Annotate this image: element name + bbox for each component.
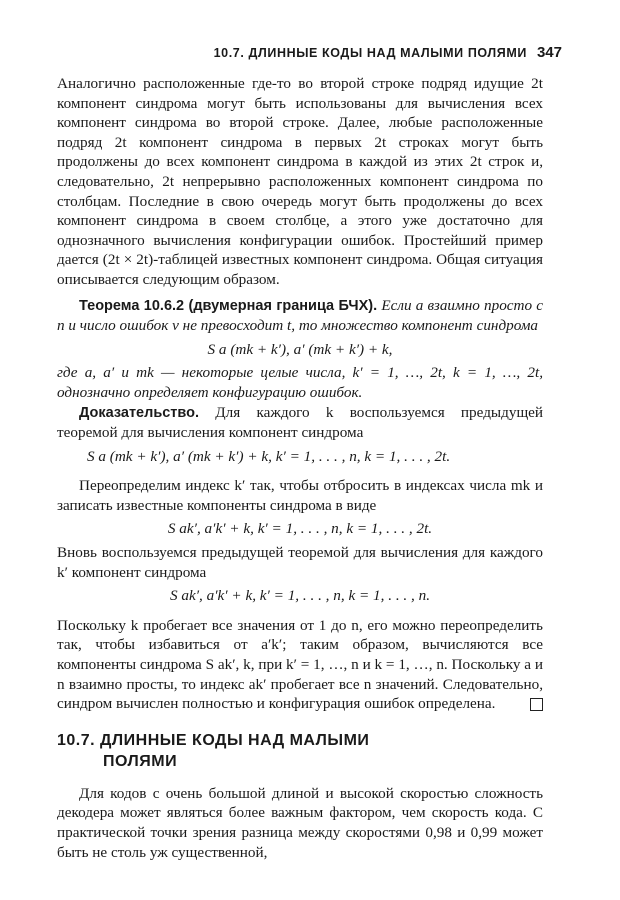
paragraph-intro: Аналогично расположенные где-то во второй строке подряд идущие 2t компонент синдрома могут быть использованы для вычисления всех компонент синдрома во второй строке. Далее, любые расположенные подряд 2t компонент синдрома в первых 2t строках могут быть продолжены до всех компонент синдрома в каждой из этих 2t строк и, следовательно, 2t непрерывно расположенных компонент синдрома по столбцам. Последние в свою очередь могут быть продолжены до всех компонент синдрома в своем столбце, а этого уже достаточно для однозначного вычисления конфигурации ошибок. Простейший пример дается (2t × 2t)-таблицей известных компонент синдрома. Общая ситуация описывается следующим образом. bbox=[57, 75, 543, 288]
section-title-line2: ПОЛЯМИ bbox=[103, 752, 178, 770]
paragraph-redefine: Переопределим индекс k′ так, чтобы отбросить в индексах числа mk и записать известные компоненты синдрома в виде bbox=[57, 477, 543, 514]
header-title: 10.7. ДЛИННЫЕ КОДЫ НАД МАЛЫМИ ПОЛЯМИ bbox=[213, 46, 527, 60]
section-title-line1: 10.7. ДЛИННЫЕ КОДЫ НАД МАЛЫМИ bbox=[57, 731, 370, 749]
theorem-statement: Если a взаимно просто с n и число ошибок ν не превосходит t, то множество компонент синдрома bbox=[57, 296, 544, 335]
running-header bbox=[0, 44, 562, 61]
conclusion-text: Поскольку k пробегает все значения от 1 до n, его можно переопределить так, чтобы избавиться от a′k′; таким образом, вычисляются все компоненты синдрома S ak′, k, при k′ = 1, …, n и k = 1, …, n. Поскольку a и n взаимно просты, то индекс ak′ пробегает все n значений. Следовательно, синдром вычислен полностью и конфигурация ошибок определена. bbox=[57, 616, 543, 713]
formula-4: S ak′, a′k′ + k, k′ = 1, . . . , n, k = 1, . . . , n. bbox=[170, 587, 430, 605]
proof-text: Для каждого k воспользуемся предыдущей теоремой для вычисления компонент синдрома bbox=[57, 403, 544, 442]
section-heading bbox=[57, 730, 543, 772]
qed-square-icon bbox=[530, 698, 543, 711]
paragraph-conclusion bbox=[57, 616, 543, 714]
formula-2: S a (mk + k′), a′ (mk + k′) + k, k′ = 1, . . . , n, k = 1, . . . , 2t. bbox=[87, 447, 451, 465]
paragraph-section-start: Для кодов с очень большой длиной и высокой скоростью сложность декодера может являться более важным фактором, чем скорость кода. С практической точки зрения разница между скоростями 0,98 и 0,99 может быть не столь уж существенной, bbox=[57, 784, 543, 861]
theorem bbox=[57, 296, 543, 336]
formula-1: S a (mk + k′), a′ (mk + k′) + k, bbox=[207, 340, 393, 358]
proof-heading: Доказательство. bbox=[79, 404, 200, 421]
theorem-statement-cont: где a, a′ и mk — некоторые целые числа, k′ = 1, …, 2t, k = 1, …, 2t, однозначно определяет конфигурацию ошибок. bbox=[57, 364, 543, 401]
page-number: 347 bbox=[536, 44, 562, 61]
paragraph-again: Вновь воспользуемся предыдущей теоремой для вычисления для каждого k′ компонент синдрома bbox=[57, 544, 543, 581]
formula-3: S ak′, a′k′ + k, k′ = 1, . . . , n, k = 1, . . . , 2t. bbox=[167, 520, 433, 538]
proof bbox=[57, 403, 543, 443]
page-body bbox=[57, 74, 543, 862]
theorem-heading: Теорема 10.6.2 (двумерная граница БЧХ). bbox=[79, 297, 378, 314]
